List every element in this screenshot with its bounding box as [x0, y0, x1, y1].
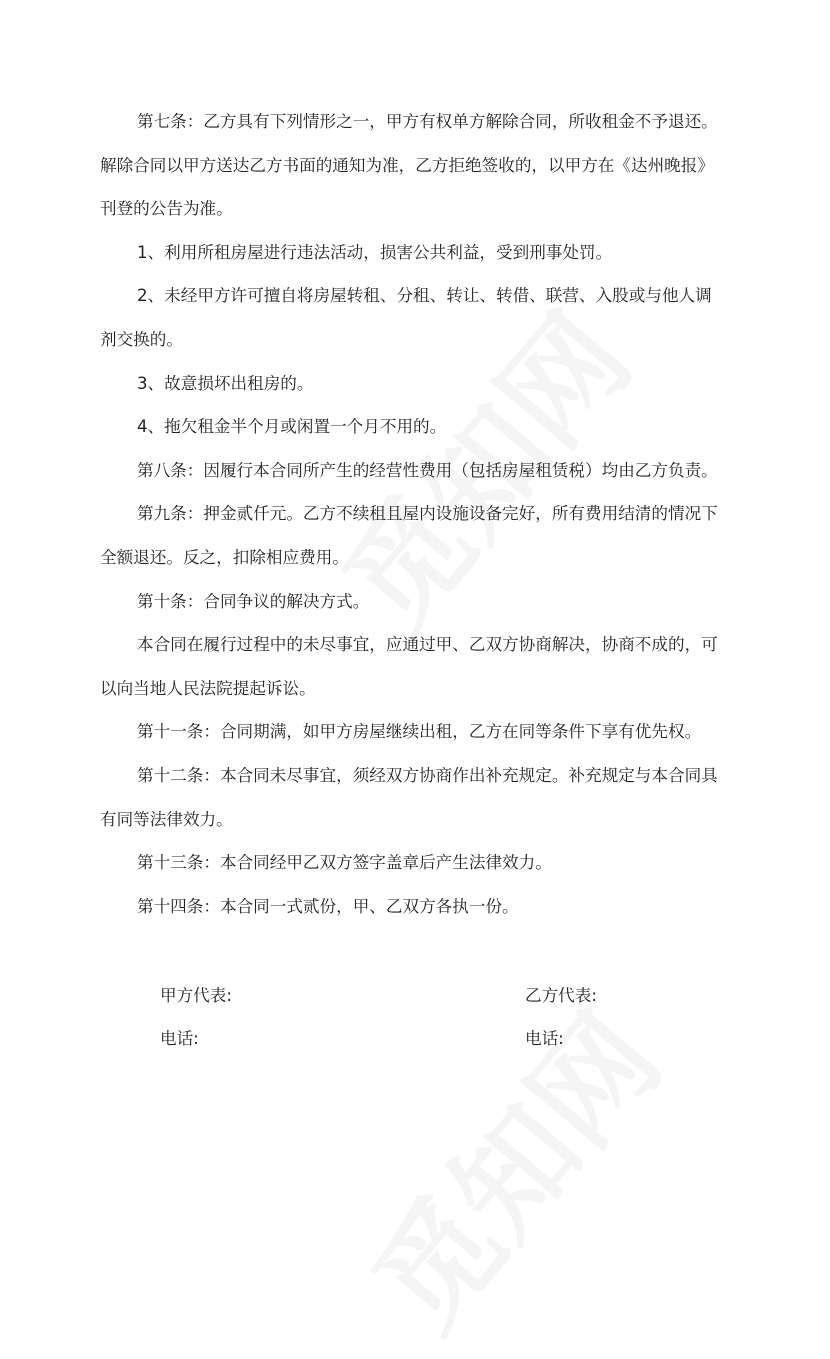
- text-line: 本合同在履行过程中的未尽事宜，应通过甲、乙双方协商解决，协商不成的，可: [137, 635, 718, 655]
- text-line: 3、故意损坏出租房的。: [137, 373, 314, 393]
- text-line: 全额退还。反之，扣除相应费用。: [100, 547, 349, 567]
- text-line: 有同等法律效力。: [100, 809, 233, 829]
- text-line: 第十三条：本合同经甲乙双方签字盖章后产生法律效力。: [137, 853, 552, 873]
- text-line: 2、未经甲方许可擅自将房屋转租、分租、转让、转借、联营、入股或与他人调: [137, 286, 712, 306]
- text-line: 第十条：合同争议的解决方式。: [137, 591, 370, 611]
- text-line: 解除合同以甲方送达乙方书面的通知为准，乙方拒绝签收的，以甲方在《达州晚报》: [100, 155, 714, 175]
- party-a-phone-label: 电话:: [160, 1029, 199, 1048]
- text-line: 第十二条：本合同未尽事宜，须经双方协商作出补充规定。补充规定与本合同具: [137, 765, 718, 785]
- text-line: 第七条：乙方具有下列情形之一，甲方有权单方解除合同，所收租金不予退还。: [137, 112, 718, 131]
- text-line: 第十四条：本合同一式贰份，甲、乙双方各执一份。: [137, 896, 519, 916]
- text-line: 4、拖欠租金半个月或闲置一个月不用的。: [137, 417, 447, 437]
- text-line: 以向当地人民法院提起诉讼。: [100, 678, 316, 698]
- party-a-representative-label: 甲方代表:: [160, 986, 232, 1005]
- text-line: 1、利用所租房屋进行违法活动，损害公共利益，受到刑事处罚。: [137, 242, 613, 262]
- text-line: 刊登的公告为准。: [100, 199, 233, 219]
- text-line: 第九条：押金贰仟元。乙方不续租且屋内设施设备完好，所有费用结清的情况下: [137, 504, 718, 524]
- text-line: 第八条：因履行本合同所产生的经营性费用（包括房屋租赁税）均由乙方负责。: [137, 460, 718, 480]
- party-b-phone-label: 电话:: [525, 1029, 564, 1048]
- document-body: [100, 100, 732, 928]
- text-line: 第十一条：合同期满，如甲方房屋继续出租，乙方在同等条件下享有优先权。: [137, 722, 702, 742]
- party-b-representative-label: 乙方代表:: [525, 986, 597, 1005]
- watermark: [328, 973, 691, 1359]
- text-line: 剂交换的。: [100, 329, 183, 349]
